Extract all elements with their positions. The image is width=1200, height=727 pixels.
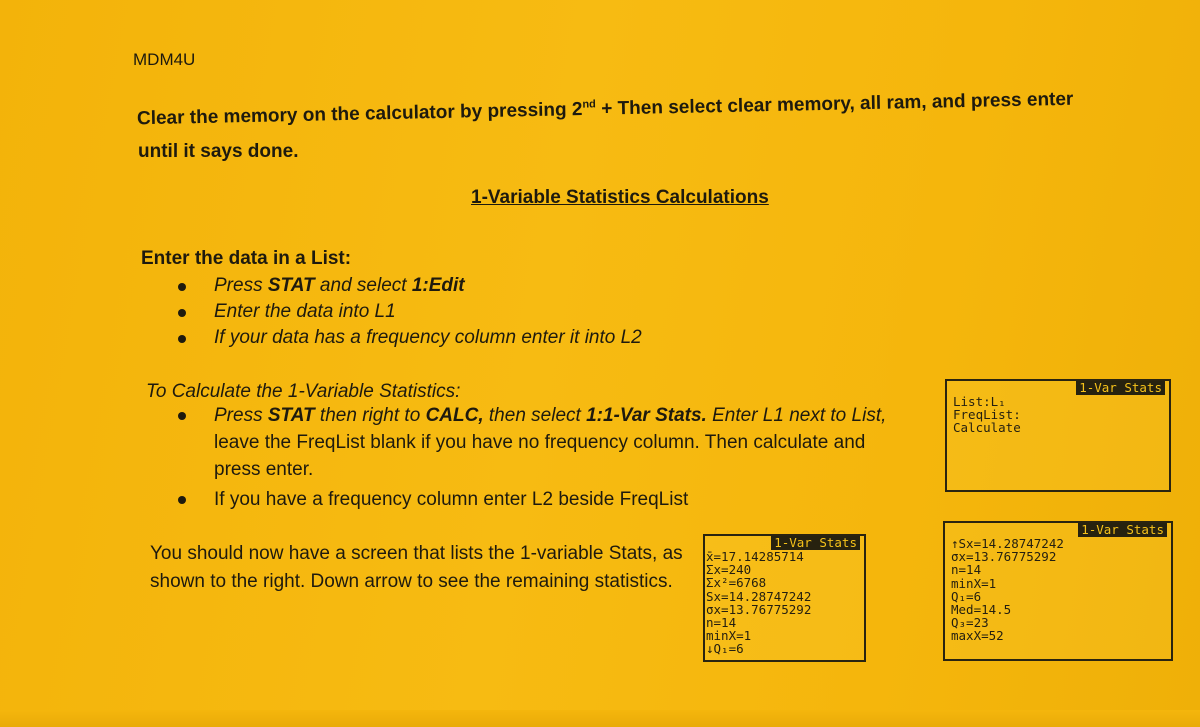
- screen-title: 1-Var Stats: [771, 536, 860, 550]
- course-code: MDM4U: [133, 50, 196, 69]
- item-text: then right to: [314, 405, 426, 426]
- calculator-screen-results-1: [703, 534, 866, 662]
- screen-line: ↑Sx=14.28747242: [951, 536, 1064, 551]
- calculate-list: [178, 402, 898, 513]
- item-bold: 1:1-Var Stats.: [586, 405, 707, 426]
- screen-line: FreqList:: [953, 407, 1021, 423]
- screen-line: Σx=240: [706, 562, 752, 578]
- list-item: [178, 273, 642, 299]
- calculate-heading: To Calculate the 1-Variable Statistics:: [146, 381, 461, 402]
- enter-data-list: [178, 273, 642, 351]
- item-text: leave the FreqList blank if you have no frequency column. Then calculate and press enter.: [214, 432, 866, 480]
- list-item: If you have a frequency column enter L2 beside FreqList: [178, 486, 898, 513]
- screen-line: ↓Q₁=6: [706, 641, 744, 657]
- screen-line: Calculate: [953, 420, 1021, 436]
- enter-data-heading: Enter the data in a List:: [141, 248, 352, 269]
- list-item: [178, 402, 898, 483]
- screen-line: Q₃=23: [951, 615, 989, 631]
- item-text: Press: [214, 275, 268, 296]
- screen-line: maxX=52: [951, 628, 1004, 644]
- paper-edge: [0, 710, 1200, 727]
- screen-line: n=14: [706, 615, 737, 631]
- section-heading: 1-Variable Statistics Calculations: [471, 187, 769, 208]
- list-item: If your data has a frequency column enter it into L2: [178, 325, 642, 351]
- screen-line: Σx²=6768: [706, 575, 767, 591]
- clear-memory-text-rest: + Then select clear memory, all ram, and press enter: [595, 88, 1074, 120]
- screen-title: 1-Var Stats: [1078, 523, 1167, 537]
- screen-line: n=14: [951, 562, 982, 578]
- item-text: then select: [483, 405, 587, 426]
- list-item: Enter the data into L1: [178, 299, 642, 325]
- superscript-nd: nd: [582, 98, 596, 111]
- screen-line: Q₁=6: [951, 588, 982, 604]
- screen-line: List:L₁: [953, 394, 1006, 409]
- clear-memory-line-2: until it says done.: [138, 141, 299, 162]
- item-text: and select: [314, 275, 412, 296]
- summary-text: You should now have a screen that lists the 1-variable Stats, as shown to the right. Down arrow to see the remaining statistics.: [150, 543, 683, 592]
- item-bold: CALC,: [425, 405, 484, 426]
- screen-line: x̄=17.14285714: [706, 549, 804, 564]
- screen-line: minX=1: [706, 628, 752, 644]
- clear-memory-text: Clear the memory on the calculator by pressing 2: [136, 98, 583, 130]
- screen-line: Med=14.5: [951, 602, 1012, 618]
- item-bold: STAT: [267, 405, 315, 426]
- calculator-screen-input: [945, 379, 1171, 492]
- screen-line: σx=13.76775292: [706, 601, 812, 617]
- screen-line: σx=13.76775292: [951, 549, 1057, 565]
- item-bold: 1:Edit: [411, 275, 465, 296]
- screen-title: 1-Var Stats: [1076, 381, 1165, 395]
- item-text: Enter L1 next to List,: [706, 405, 887, 426]
- screen-line: minX=1: [951, 575, 997, 591]
- item-bold: STAT: [267, 275, 315, 296]
- item-text: Press: [214, 405, 268, 426]
- calculator-screen-results-2: [943, 521, 1173, 661]
- screen-line: Sx=14.28747242: [706, 588, 812, 604]
